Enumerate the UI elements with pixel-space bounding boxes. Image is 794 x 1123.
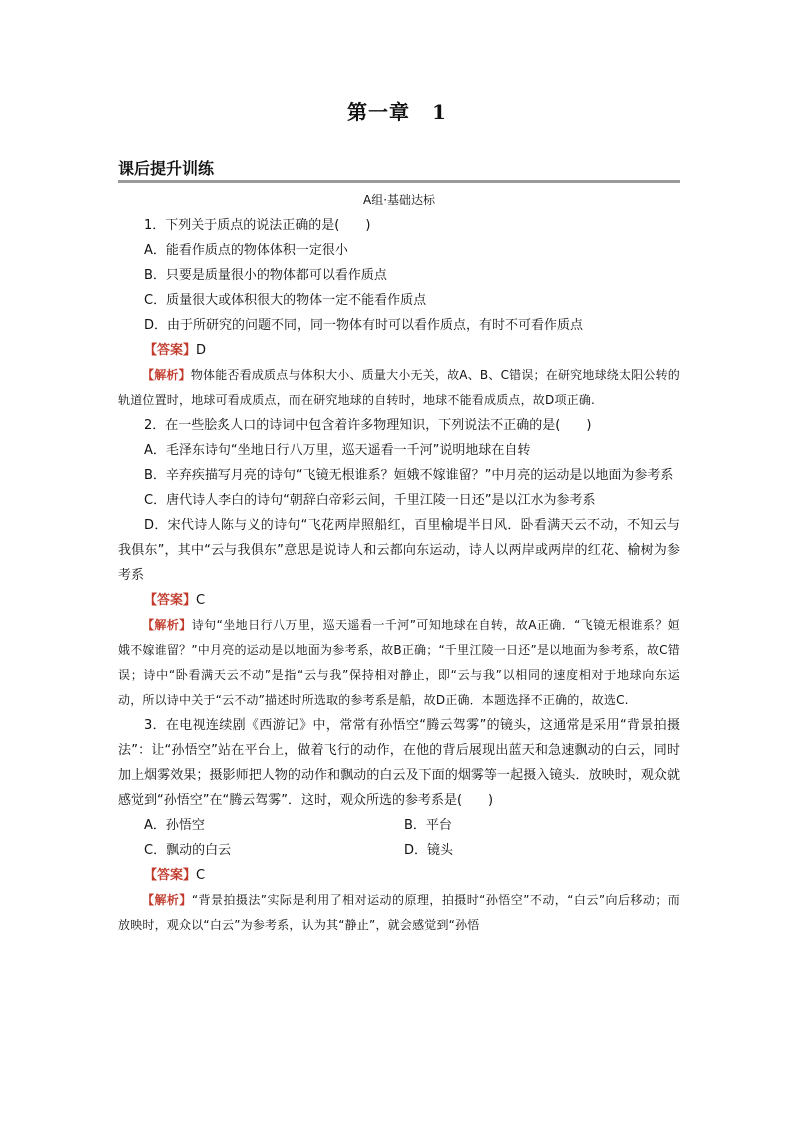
answer-value: C <box>196 593 206 608</box>
analysis-text: 诗句“坐地日行八万里，巡天遥看一千河”可知地球在自转，故A正确．“飞镜无根谁系？姮娥不嫁谁留？”中月亮的运动是以地面为参考系，故B正确；“千里江陵一日还”是以地面为参考系，故C错误；诗中“卧看满天云不动”是指“云与我”保持相对静止，即“云与我”以相同的速度相对于地球向东运动，所以诗中关于“云不动”描述时所选取的参考系是船，故D正确．本题选择不正确的，故选C. <box>118 618 680 707</box>
question-3-analysis <box>118 888 680 938</box>
answer-label: 【答案】 <box>144 593 197 608</box>
analysis-label: 【解析】 <box>142 618 192 632</box>
question-3-option-d: D．镜头 <box>404 843 454 858</box>
question-1-option-b: B．只要是质量很小的物体都可以看作质点 <box>144 268 387 283</box>
section-heading: 课后提升训练 <box>118 159 215 178</box>
exercise-content <box>118 188 680 938</box>
answer-value: D <box>196 343 207 358</box>
question-3-option-c: C．飘动的白云 <box>144 843 232 858</box>
question-3-option-a: A．孙悟空 <box>144 818 205 833</box>
page-title <box>0 96 794 125</box>
question-3-option-b: B．平台 <box>404 818 452 833</box>
question-2-analysis <box>118 613 680 713</box>
question-2-option-c: C．唐代诗人李白的诗句“朝辞白帝彩云间，千里江陵一日还”是以江水为参考系 <box>144 493 596 508</box>
analysis-label: 【解析】 <box>142 893 192 907</box>
chapter-label: 第一章 <box>347 100 411 124</box>
question-1-option-c: C．质量很大或体积很大的物体一定不能看作质点 <box>144 293 427 308</box>
chapter-number: 1 <box>432 100 447 124</box>
analysis-text: 物体能否看成质点与体积大小、质量大小无关，故A、B、C错误；在研究地球绕太阳公转的轨道位置时，地球可看成质点，而在研究地球的自转时，地球不能看成质点，故D项正确. <box>118 368 680 407</box>
question-2-option-a: A．毛泽东诗句“坐地日行八万里，巡天遥看一千河”说明地球在自转 <box>144 443 531 458</box>
question-1-option-d: D．由于所研究的问题不同，同一物体有时可以看作质点，有时不可看作质点 <box>144 318 584 333</box>
group-title: A组·基础达标 <box>362 193 436 207</box>
question-3-stem: 3．在电视连续剧《西游记》中，常常有孙悟空“腾云驾雾”的镜头，这通常是采用“背景拍摄法”：让“孙悟空”站在平台上，做着飞行的动作，在他的背后展现出蓝天和急速飘动的白云，同时加上烟雾效果；摄影师把人物的动作和飘动的白云及下面的烟雾等一起摄入镜头．放映时，观众就感觉到“孙悟空”在“腾云驾雾”．这时，观众所选的参考系是( ) <box>118 718 680 808</box>
question-2-option-b: B．辛弃疾描写月亮的诗句“飞镜无根谁系？姮娥不嫁谁留？”中月亮的运动是以地面为参考系 <box>144 468 674 483</box>
question-2-option-d: D．宋代诗人陈与义的诗句“飞花两岸照船红，百里榆堤半日风．卧看满天云不动，不知云与我俱东”，其中“云与我俱东”意思是说诗人和云都向东运动，诗人以两岸或两岸的红花、榆树为参考系 <box>118 518 680 583</box>
analysis-label: 【解析】 <box>142 368 191 382</box>
question-1-option-a: A．能看作质点的物体体积一定很小 <box>144 243 348 258</box>
section-divider <box>118 180 680 183</box>
question-2-stem: 2．在一些脍炙人口的诗词中包含着许多物理知识，下列说法不正确的是( ) <box>144 418 592 433</box>
question-2-answer <box>118 588 680 613</box>
answer-label: 【答案】 <box>144 868 197 883</box>
answer-label: 【答案】 <box>144 343 197 358</box>
question-1-analysis <box>118 363 680 413</box>
question-3-options-row-1 <box>118 813 680 838</box>
analysis-text: “背景拍摄法”实际是利用了相对运动的原理，拍摄时“孙悟空”不动，“白云”向后移动；而放映时，观众以“白云”为参考系，认为其“静止”，就会感觉到“孙悟 <box>118 893 680 932</box>
question-3-options-row-2 <box>118 838 680 863</box>
question-3-answer <box>118 863 680 888</box>
answer-value: C <box>196 868 206 883</box>
question-1-answer <box>118 338 680 363</box>
question-1-stem: 1．下列关于质点的说法正确的是( ) <box>144 218 371 233</box>
